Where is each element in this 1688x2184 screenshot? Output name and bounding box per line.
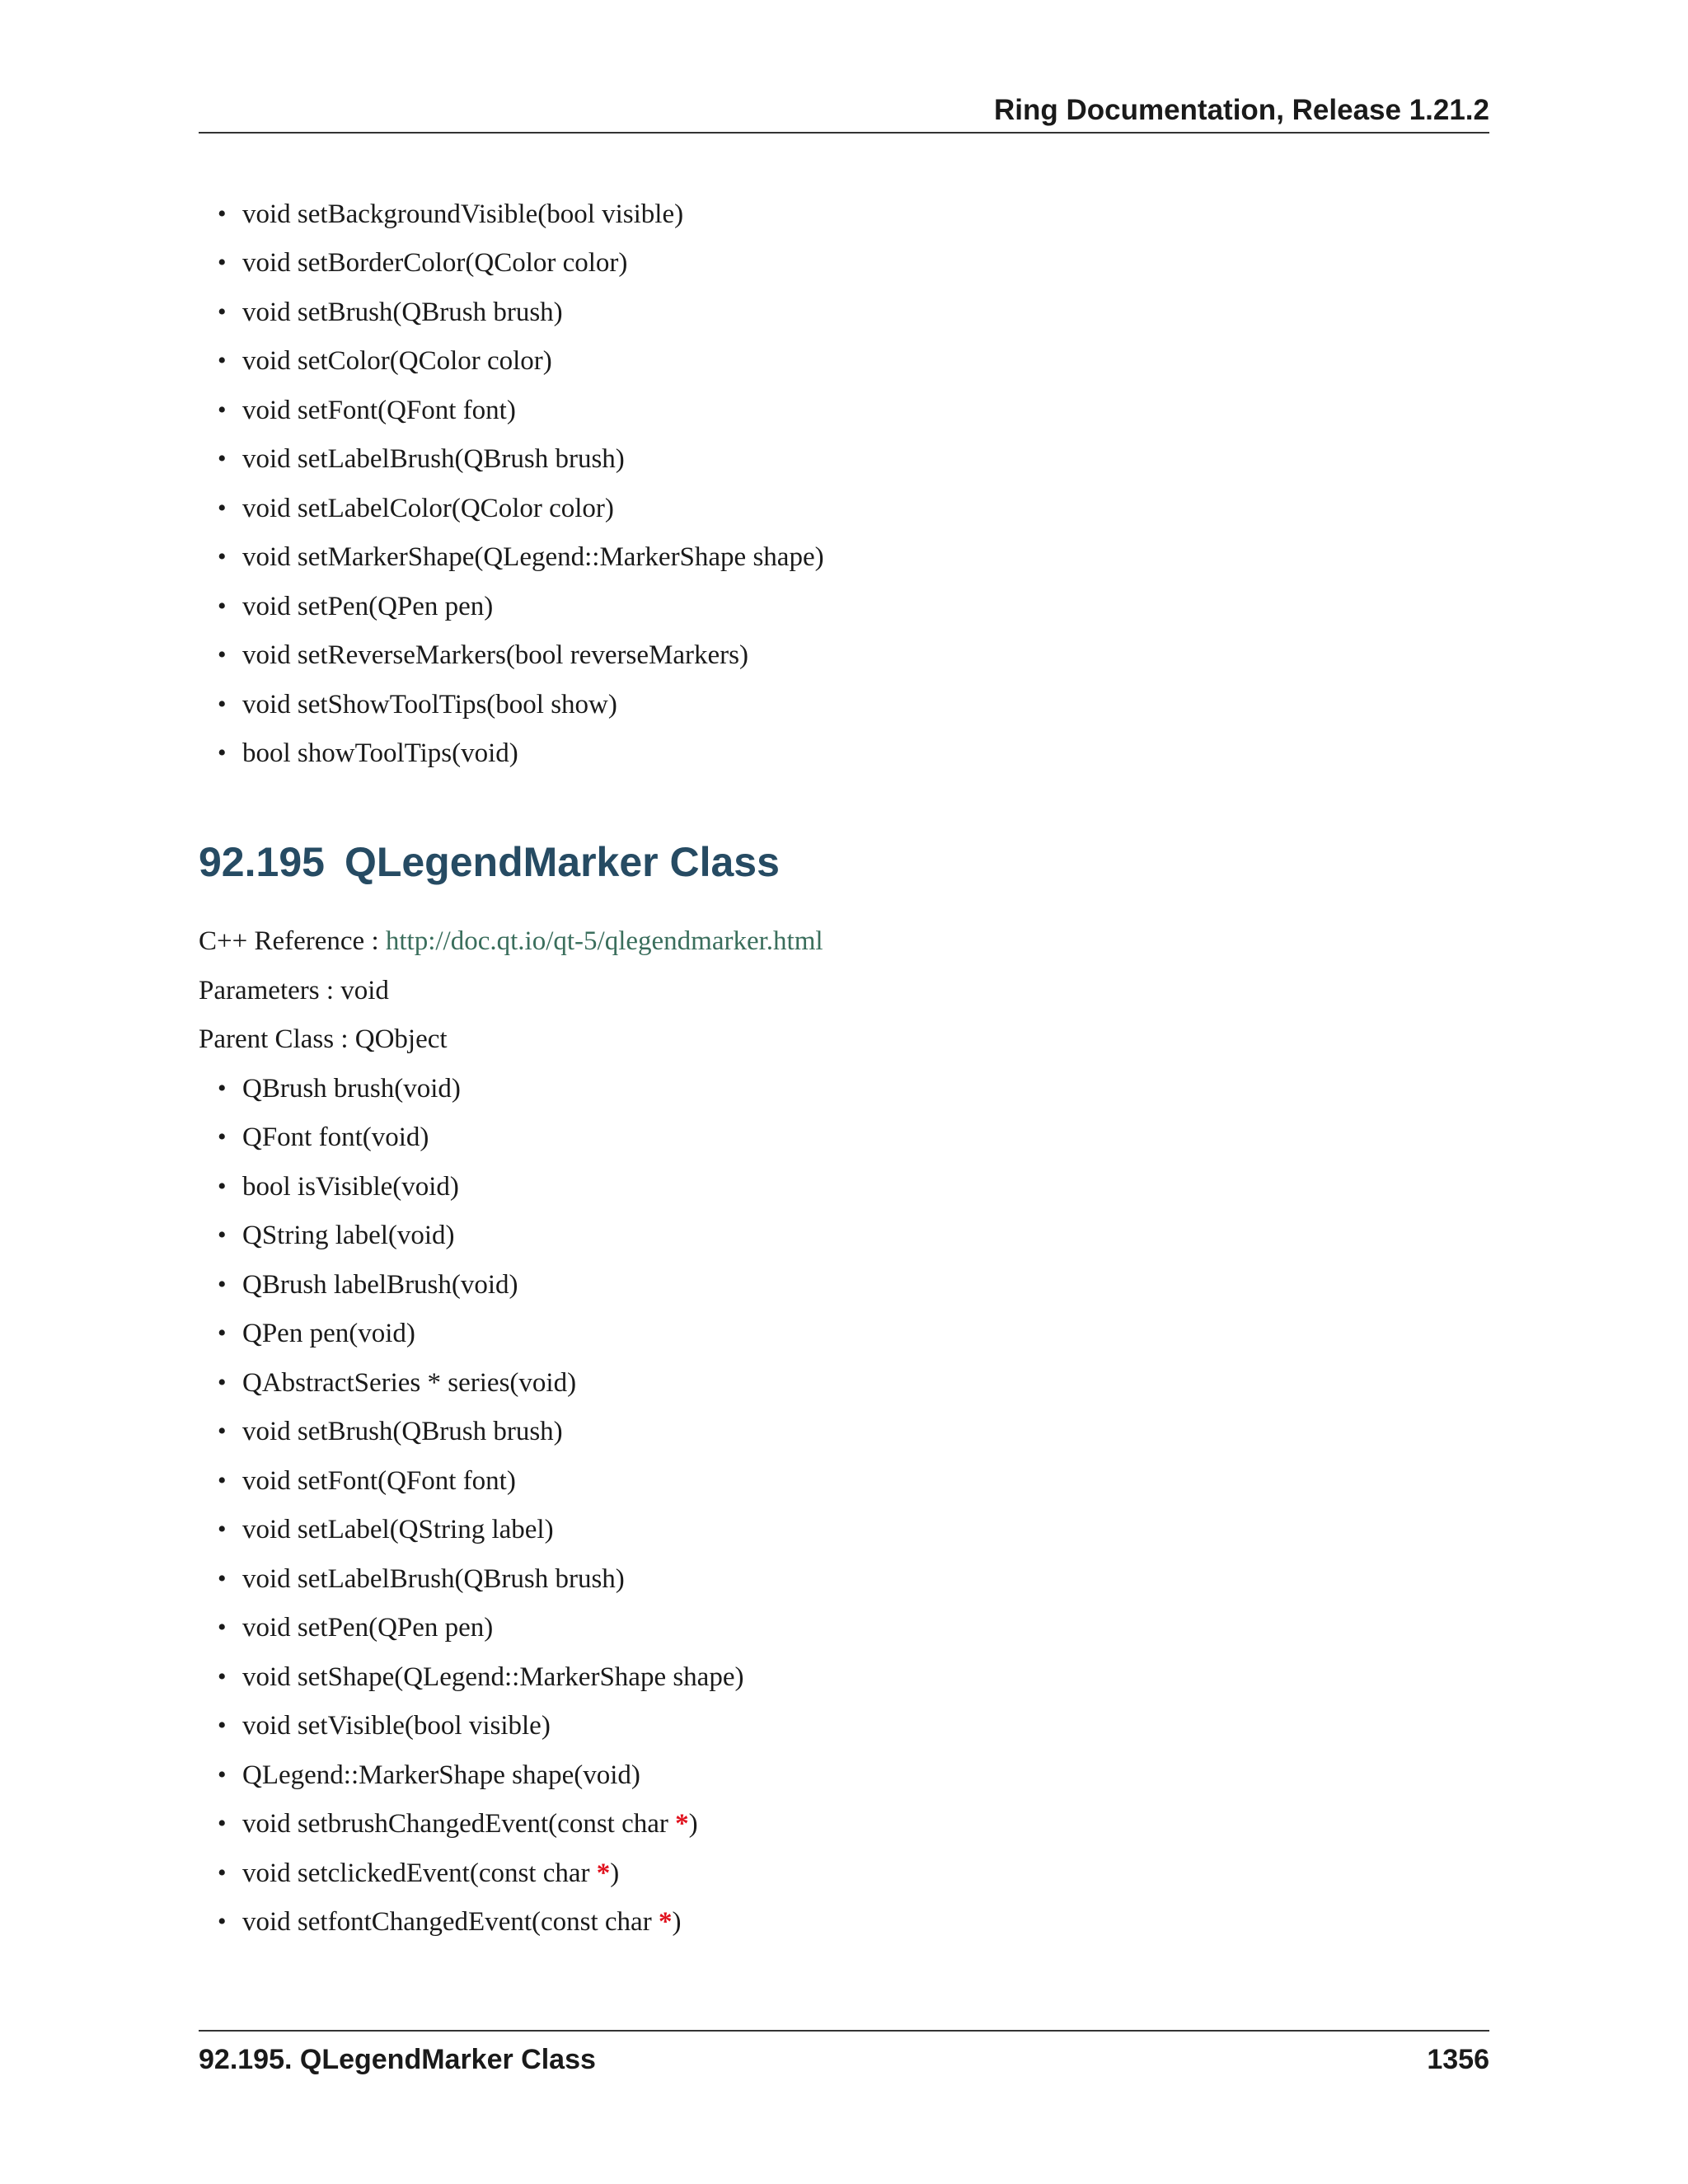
section-heading bbox=[199, 833, 780, 891]
pointer-star: * bbox=[658, 1907, 673, 1937]
parameters-line: Parameters : void bbox=[199, 976, 389, 1005]
list-item: • void setShowToolTips(bool show) bbox=[242, 687, 617, 723]
list-item: • QAbstractSeries * series(void) bbox=[242, 1365, 576, 1401]
document-title: Ring Documentation, Release 1.21.2 bbox=[993, 94, 1489, 126]
list-item: • void setBackgroundVisible(bool visible) bbox=[242, 196, 683, 232]
list-item: • void setfontChangedEvent(const char *) bbox=[242, 1904, 681, 1940]
pointer-star: * bbox=[675, 1809, 689, 1839]
page-header bbox=[199, 92, 1489, 134]
footer-section-title: 92.195. QLegendMarker Class bbox=[199, 2044, 596, 2075]
list-item: • void setBorderColor(QColor color) bbox=[242, 245, 627, 281]
list-item: • QBrush brush(void) bbox=[242, 1071, 461, 1107]
list-item: • void setReverseMarkers(bool reverseMarkers) bbox=[242, 637, 748, 673]
list-item: • void setVisible(bool visible) bbox=[242, 1708, 551, 1744]
list-item: • bool isVisible(void) bbox=[242, 1169, 459, 1205]
cpp-reference-link[interactable]: http://doc.qt.io/qt-5/qlegendmarker.html bbox=[385, 926, 823, 956]
list-item: • QLegend::MarkerShape shape(void) bbox=[242, 1757, 640, 1793]
list-item: • void setMarkerShape(QLegend::MarkerShape shape) bbox=[242, 539, 824, 575]
list-item: • QString label(void) bbox=[242, 1217, 455, 1254]
list-item: • QPen pen(void) bbox=[242, 1315, 415, 1352]
list-item: • void setLabel(QString label) bbox=[242, 1511, 554, 1548]
list-item: • QFont font(void) bbox=[242, 1119, 429, 1155]
list-item: • void setBrush(QBrush brush) bbox=[242, 294, 563, 330]
list-item: • bool showToolTips(void) bbox=[242, 735, 518, 771]
section-number: 92.195 bbox=[199, 839, 325, 885]
parent-class-line: Parent Class : QObject bbox=[199, 1024, 448, 1054]
list-item: • void setLabelColor(QColor color) bbox=[242, 490, 614, 527]
list-item: • void setLabelBrush(QBrush brush) bbox=[242, 1561, 625, 1597]
cpp-reference bbox=[199, 923, 823, 959]
pointer-star: * bbox=[596, 1858, 611, 1888]
list-item: • void setFont(QFont font) bbox=[242, 392, 516, 429]
page-footer bbox=[199, 2030, 1489, 2081]
list-item: • QBrush labelBrush(void) bbox=[242, 1267, 518, 1303]
list-item: • void setPen(QPen pen) bbox=[242, 588, 493, 625]
list-item: • void setColor(QColor color) bbox=[242, 343, 552, 379]
list-item: • void setShape(QLegend::MarkerShape shape) bbox=[242, 1659, 743, 1695]
list-item: • void setFont(QFont font) bbox=[242, 1463, 516, 1499]
list-item: • void setclickedEvent(const char *) bbox=[242, 1855, 619, 1891]
page-number: 1356 bbox=[1427, 2044, 1489, 2075]
section-title: QLegendMarker Class bbox=[344, 839, 780, 885]
list-item: • void setPen(QPen pen) bbox=[242, 1610, 493, 1646]
list-item: • void setbrushChangedEvent(const char *) bbox=[242, 1806, 698, 1842]
cpp-reference-label: C++ Reference : bbox=[199, 926, 386, 956]
list-item: • void setLabelBrush(QBrush brush) bbox=[242, 441, 625, 477]
list-item: • void setBrush(QBrush brush) bbox=[242, 1413, 563, 1450]
